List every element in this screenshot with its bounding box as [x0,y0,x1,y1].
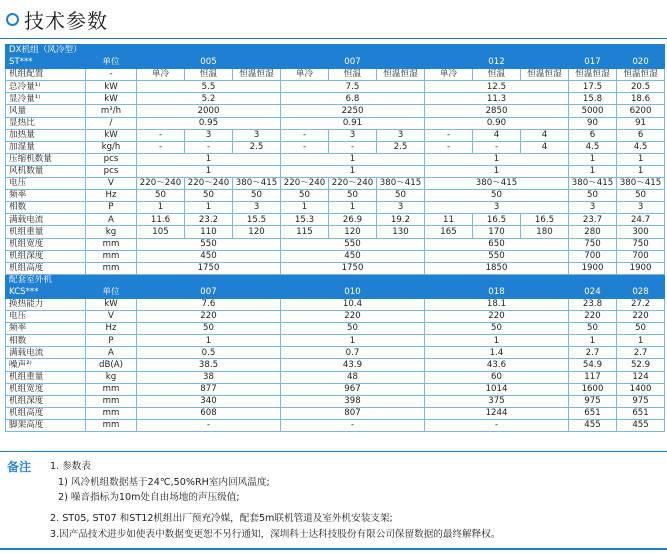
table-cell: 3 [617,202,665,214]
note-line: 2) 噪音指标为10m处自由场地的声压级值; [58,492,240,503]
table-row [6,371,665,383]
table-cell: 50 [569,323,617,335]
table-cell: 110 [185,226,233,238]
table-row [6,335,665,347]
table-row [6,214,665,226]
table-cell: 38 [137,371,281,383]
row-label: 噪声²⁾ [6,359,86,371]
row-label: 风量 [6,105,86,117]
row-unit: mm [86,407,137,419]
row-label: 机组重量 [6,371,86,383]
table-cell: 38.5 [137,359,281,371]
table-cell: 50 [617,323,665,335]
row-unit: pcs [86,165,137,177]
row-label: 加热量 [6,129,86,141]
row-label: 机组宽度 [6,238,86,250]
table-cell: - [281,129,329,141]
table-cell: 1 [185,202,233,214]
table-cell: 43.9 [281,359,425,371]
table-cell: 120 [233,226,281,238]
table-cell: 50 [329,190,377,202]
table-cell: 11.6 [137,214,185,226]
note-line: 2. ST05, ST07 和ST12机组出厂预充冷媒，配套5m联机管道及室外机安装支架; [50,513,393,524]
table-cell: 3 [233,129,281,141]
table-cell: 124 [617,371,665,383]
table-cell: 651 [617,407,665,419]
row-label: 满载电流 [6,347,86,359]
table-cell: 550 [425,250,569,262]
table-cell: 450 [281,250,425,262]
note-line: 1) 风冷机组数据基于24℃,50%RH室内回风温度; [58,477,270,488]
table-cell: 1 [617,165,665,177]
table-cell: 1900 [617,262,665,274]
row-label: 电压 [6,178,86,190]
table-cell: 220～240 [137,178,185,190]
table-cell: 0.95 [137,117,281,129]
table-cell: 220 [425,311,569,323]
notes-title: 备注 [7,460,32,474]
note-line: 1. 参数表 [50,461,91,472]
table-cell: 23.8 [569,298,617,310]
table-cell: 1900 [569,262,617,274]
table-cell: 50 [137,323,281,335]
row-label: 机组宽度 [6,383,86,395]
row-label: 总冷量¹⁾ [6,81,86,93]
table-cell: 455 [569,419,617,431]
row-unit: A [86,347,137,359]
table-cell: 375 [425,395,569,407]
table-cell: 2.7 [569,347,617,359]
table-row [6,238,665,250]
table-row [6,359,665,371]
row-unit: P [86,335,137,347]
table-cell: 50 [281,190,329,202]
row-label: 相数 [6,202,86,214]
row-label: 机组重量 [6,226,86,238]
config-cell: 恒温恒湿 [233,69,281,81]
table-cell: 1600 [569,383,617,395]
table-cell: 450 [137,250,281,262]
table-cell: 398 [281,395,425,407]
row-unit: m³/h [86,105,137,117]
table-cell: 4.5 [569,141,617,153]
table-cell: 0.7 [281,347,425,359]
table-cell: 170 [473,226,521,238]
row-unit: kW [86,81,137,93]
table-cell: 4 [473,129,521,141]
table-row [6,81,665,93]
table-row [6,178,665,190]
table-cell: 650 [425,238,569,250]
table-row [6,141,665,153]
table-cell: 1 [425,165,569,177]
row-label: 加湿量 [6,141,86,153]
table-cell: 1 [569,165,617,177]
model-number: 007 [281,57,425,69]
table-cell: 3 [377,202,425,214]
row-label: 电压 [6,311,86,323]
table-cell: 16.5 [521,214,569,226]
table-cell: 20.5 [617,81,665,93]
table-cell: 23.7 [569,214,617,226]
table-cell: 50 [377,190,425,202]
table-cell: 300 [617,226,665,238]
table-cell: 17.5 [569,81,617,93]
row-label: 频率 [6,323,86,335]
row-unit: mm [86,262,137,274]
table-cell: 220～240 [281,178,329,190]
row-label: 机组深度 [6,250,86,262]
table-cell: 380～415 [233,178,281,190]
page-title: 技术参数 [24,8,108,33]
section-header-row [6,274,665,286]
table-cell: 608 [137,407,281,419]
row-unit: P [86,202,137,214]
section-header: 配套室外机 [6,274,665,286]
table-row [6,105,665,117]
table-cell: 220 [617,311,665,323]
table-cell: 0.90 [425,117,569,129]
table-cell: 700 [617,250,665,262]
table-cell: 5.5 [137,81,281,93]
table-row [6,165,665,177]
model-prefix: ST*** [6,57,86,69]
row-label: 机组高度 [6,407,86,419]
model-number: 005 [137,57,281,69]
row-label: 脚架高度 [6,419,86,431]
row-unit: Hz [86,190,137,202]
table-cell: 1 [617,335,665,347]
row-unit: mm [86,250,137,262]
table-cell: - [137,419,281,431]
table-cell: 1 [281,335,425,347]
row-unit: mm [86,395,137,407]
section-header: DX机组（风冷型） [6,45,665,57]
table-cell: 1.4 [425,347,569,359]
table-cell: - [329,141,377,153]
model-number: 010 [281,286,425,298]
config-cell: 单冷 [425,69,473,81]
table-cell: 975 [569,395,617,407]
model-number: 012 [425,57,569,69]
table-cell: 52.9 [617,359,665,371]
table-cell: 50 [137,190,185,202]
table-cell: 651 [569,407,617,419]
table-cell: - [137,129,185,141]
table-cell: 220 [281,311,425,323]
row-unit: kg/h [86,141,137,153]
model-number: 018 [425,286,569,298]
table-cell: 550 [281,238,425,250]
table-cell: 6 [617,129,665,141]
table-cell: 807 [281,407,425,419]
table-cell: 10.4 [281,298,425,310]
table-cell: 750 [617,238,665,250]
table-row [6,419,665,431]
table-row [6,323,665,335]
table-cell: 220 [569,311,617,323]
row-unit: kW [86,93,137,105]
section-header-row [6,45,665,57]
table-cell: - [137,141,185,153]
title-divider [0,38,667,39]
table-cell: 1 [137,153,281,165]
row-unit: / [86,117,137,129]
notes-divider [0,451,667,452]
model-header-row [6,286,665,298]
table-cell: 3 [569,202,617,214]
table-cell: 700 [569,250,617,262]
table-cell: 50 [569,190,617,202]
table-cell: 3 [185,129,233,141]
table-cell: 3 [329,129,377,141]
config-cell: 恒温恒湿 [377,69,425,81]
table-row [6,129,665,141]
table-cell: 18.1 [425,298,569,310]
table-cell: 0.91 [281,117,425,129]
row-label: 显冷量¹⁾ [6,93,86,105]
row-unit: mm [86,383,137,395]
table-cell: - [281,419,425,431]
table-cell: 1 [281,202,329,214]
table-cell: 6.8 [281,93,425,105]
table-row [6,69,665,81]
table-cell: 91 [617,117,665,129]
row-unit: mm [86,238,137,250]
table-cell: 43.6 [425,359,569,371]
table-cell: 220～240 [329,178,377,190]
table-cell: 6200 [617,105,665,117]
table-cell: 105 [137,226,185,238]
table-cell: - [281,141,329,153]
table-row [6,202,665,214]
config-cell: 恒温 [185,69,233,81]
row-unit: kg [86,226,137,238]
table-cell: - [425,141,473,153]
row-label: 相数 [6,335,86,347]
model-prefix: KCS*** [6,286,86,298]
table-cell: 1 [425,153,569,165]
unit-header: 单位 [86,57,137,69]
table-cell: 15.5 [233,214,281,226]
table-cell: 1 [617,153,665,165]
table-cell: 24.7 [617,214,665,226]
table-cell: 19.2 [377,214,425,226]
table-cell: 50 [617,190,665,202]
table-cell: 12.5 [425,81,569,93]
table-row [6,298,665,310]
model-number: 017 [569,57,617,69]
table-cell: 2.5 [233,141,281,153]
table-row [6,153,665,165]
table-cell: 380～415 [569,178,617,190]
config-cell: 单冷 [281,69,329,81]
config-cell: 恒温恒湿 [617,69,665,81]
table-cell: 4 [521,141,569,153]
table-cell: 220 [137,311,281,323]
table-cell: 120 [329,226,377,238]
table-row [6,250,665,262]
table-cell: 11.3 [425,93,569,105]
table-cell: 340 [137,395,281,407]
table-cell: - [425,129,473,141]
table-cell: 2000 [137,105,281,117]
row-label: 换热能力 [6,298,86,310]
table-cell: 5.2 [137,93,281,105]
table-cell: 26.9 [329,214,377,226]
table-cell: 6 [569,129,617,141]
table-cell: - [425,419,569,431]
table-cell: 27.2 [617,298,665,310]
table-row [6,93,665,105]
table-cell: - [473,141,521,153]
row-unit: V [86,311,137,323]
table-cell: 967 [281,383,425,395]
config-cell: 恒温恒湿 [521,69,569,81]
row-label: 显热比 [6,117,86,129]
row-unit: kW [86,129,137,141]
table-cell: 7.6 [137,298,281,310]
table-cell: 16.5 [473,214,521,226]
row-label: 风机数量 [6,165,86,177]
spec-table [5,44,665,432]
table-cell: 115 [281,226,329,238]
row-unit: kg [86,371,137,383]
table-cell: 3 [377,129,425,141]
table-row [6,117,665,129]
table-cell: - [185,141,233,153]
row-unit: dB(A) [86,359,137,371]
page-title-row [6,2,108,36]
config-cell: 恒温 [473,69,521,81]
note-line: 3.因产品技术进步如使表中数据变更恕不另行通知，深圳科士达科技股份有限公司保留数据的最终解释权。 [50,529,501,540]
table-cell: 50 [281,323,425,335]
model-number: 007 [137,286,281,298]
table-cell: 1 [137,335,281,347]
table-cell: 1 [329,202,377,214]
table-cell: 1014 [425,383,569,395]
table-cell: 7.5 [281,81,425,93]
table-cell: 1 [281,153,425,165]
row-unit: mm [86,419,137,431]
table-cell: 18.6 [617,93,665,105]
table-cell: 1400 [617,383,665,395]
table-row [6,311,665,323]
table-cell: 1850 [425,262,569,274]
table-cell: 50 [185,190,233,202]
table-cell: 1 [137,202,185,214]
table-cell: 15.8 [569,93,617,105]
table-cell: 750 [569,238,617,250]
row-unit: Hz [86,323,137,335]
table-cell: 1750 [137,262,281,274]
row-label: 压缩机数量 [6,153,86,165]
table-cell: 3 [425,202,569,214]
row-unit: pcs [86,153,137,165]
row-unit: A [86,214,137,226]
row-label: 机组高度 [6,262,86,274]
row-unit: V [86,178,137,190]
table-cell: 1244 [425,407,569,419]
table-cell: 180 [521,226,569,238]
unit-header: 单位 [86,286,137,298]
table-cell: 4 [521,129,569,141]
table-cell: 1 [569,335,617,347]
table-row [6,190,665,202]
table-cell: 117 [569,371,617,383]
table-row [6,226,665,238]
table-cell: 50 [233,190,281,202]
model-number: 028 [617,286,665,298]
table-cell: 2850 [425,105,569,117]
table-cell: 23.2 [185,214,233,226]
row-label: 机组深度 [6,395,86,407]
circle-bullet-icon [6,13,19,26]
table-row [6,407,665,419]
row-unit: kW [86,298,137,310]
table-cell: 1750 [281,262,425,274]
table-cell: 2250 [281,105,425,117]
bottom-divider [0,548,667,550]
model-number: 024 [569,286,617,298]
table-cell: 5000 [569,105,617,117]
table-cell: 0.5 [137,347,281,359]
row-label: 频率 [6,190,86,202]
table-cell: 165 [425,226,473,238]
table-cell: 54.9 [569,359,617,371]
table-cell: 1 [137,165,281,177]
table-cell: 1 [569,153,617,165]
row-unit: - [86,69,137,81]
table-cell: 380～415 [377,178,425,190]
table-cell: 220～240 [185,178,233,190]
table-cell: 11 [425,214,473,226]
table-cell: 380～415 [425,178,569,190]
table-cell: 1 [425,335,569,347]
config-cell: 单冷 [137,69,185,81]
table-cell: 50 [425,323,569,335]
row-label: 机组配置 [6,69,86,81]
table-cell: 455 [617,419,665,431]
table-cell: 1 [281,165,425,177]
table-row [6,347,665,359]
table-row [6,383,665,395]
table-cell: 48 [281,371,425,383]
table-cell: 50 [425,190,569,202]
table-cell: 280 [569,226,617,238]
config-cell: 恒温恒湿 [569,69,617,81]
table-cell: 90 [569,117,617,129]
table-cell: 550 [137,238,281,250]
table-cell: 975 [617,395,665,407]
table-row [6,262,665,274]
table-cell: 2.5 [377,141,425,153]
model-number: 020 [617,57,665,69]
table-cell: 60 [425,371,569,383]
table-cell: 877 [137,383,281,395]
row-label: 满载电流 [6,214,86,226]
table-row [6,395,665,407]
model-header-row [6,57,665,69]
table-cell: 2.7 [617,347,665,359]
table-cell: 3 [233,202,281,214]
table-cell: 4.5 [617,141,665,153]
config-cell: 恒温 [329,69,377,81]
table-cell: 15.3 [281,214,329,226]
table-cell: 130 [377,226,425,238]
table-cell: 380～415 [617,178,665,190]
